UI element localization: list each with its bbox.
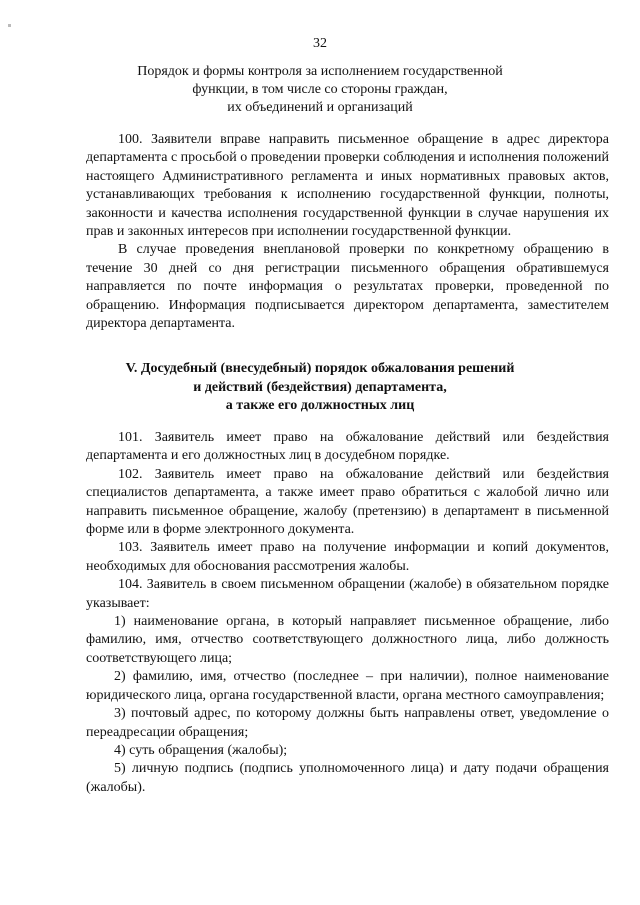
list-item: 5) личную подпись (подпись уполномоченного лица) и дату подачи обращения (жалобы).: [86, 761, 609, 795]
heading-line: Порядок и формы контроля за исполнением государственной: [137, 64, 503, 79]
heading-line: а также его должностных лиц: [225, 398, 415, 413]
paragraph-100: 100. Заявители вправе направить письменное обращение в адрес директора департамента с просьбой о проведении проверки соблюдения и исполнения положений настоящего Административного регламента и иных нормативных правовых актов, устанавливающих требования к исполнению государственной функции, полноты, законности и качества исполнения государственной функции в случае нарушения их прав и законных интересов при исполнении государственной функции.: [86, 132, 609, 240]
list-item: 3) почтовый адрес, по которому должны быть направлены ответ, уведомление о переадресации обращения;: [86, 706, 609, 740]
list-item: 4) суть обращения (жалобы);: [114, 742, 288, 758]
section-heading-control: [100, 63, 540, 117]
heading-line: их объединений и организаций: [227, 100, 413, 115]
appeal-section-body: [86, 429, 609, 797]
scan-artifact: [8, 24, 11, 27]
section-heading-appeal: [80, 360, 560, 416]
list-item: 1) наименование органа, в который направляет письменное обращение, либо фамилию, имя, отчество соответствующего должностного лица, либо должность соответствующего лица;: [86, 614, 609, 666]
paragraph-103: 103. Заявитель имеет право на получение информации и копий документов, необходимых для обоснования рассмотрения жалобы.: [86, 540, 609, 574]
paragraph-102: 102. Заявитель имеет право на обжалование действий или бездействия специалистов департамента, а также имеет право обратиться с жалобой лично или направить письменное обращение, жалобу (претензию) в департамент в письменной форме или в форме электронного документа.: [86, 466, 609, 538]
heading-line: V. Досудебный (внесудебный) порядок обжалования решений: [125, 361, 515, 376]
heading-line: и действий (бездействия) департамента,: [193, 379, 447, 395]
paragraph-104: 104. Заявитель в своем письменном обращении (жалобе) в обязательном порядке указывает:: [86, 577, 609, 611]
page-number: 32: [313, 36, 327, 51]
list-item: 2) фамилию, имя, отчество (последнее – при наличии), полное наименование юридического лица, органа государственной власти, органа местного самоуправления;: [86, 669, 609, 703]
paragraph-100-continued: В случае проведения внеплановой проверки по конкретному обращению в течение 30 дней со дня регистрации письменного обращения обратившемуся направляется по почте информация о результатах проверки, проведенной по обращению. Информация подписывается директором департамента, заместителем директора департамента.: [86, 242, 609, 332]
heading-line: функции, в том числе со стороны граждан,: [192, 82, 448, 97]
control-section-body: [86, 131, 609, 333]
paragraph-101: 101. Заявитель имеет право на обжалование действий или бездействия департамента и его должностных лиц в досудебном порядке.: [86, 430, 609, 464]
